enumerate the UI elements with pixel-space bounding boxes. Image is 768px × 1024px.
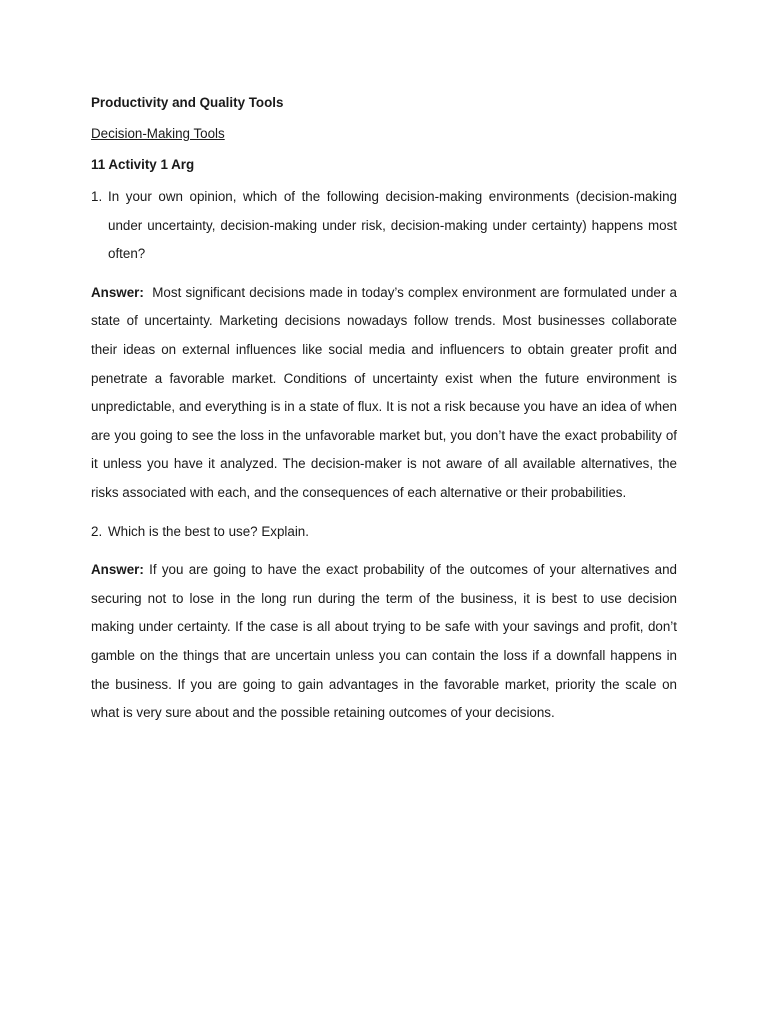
question-1-text: In your own opinion, which of the following decision-making environments (decision-making under uncertainty, decision-making under risk, decision-making under certainty) happens most often?	[108, 189, 677, 262]
answer-2	[91, 556, 677, 728]
document-subtitle: Decision-Making Tools	[91, 126, 225, 141]
question-2-number: 2.	[91, 523, 103, 539]
answer-2-label: Answer:	[91, 562, 144, 578]
question-2	[91, 518, 677, 547]
question-1-number: 1.	[91, 189, 103, 204]
question-2-text: Which is the best to use? Explain.	[108, 523, 309, 539]
document-title: Productivity and Quality Tools	[91, 95, 284, 110]
answer-1	[91, 279, 677, 508]
document-body	[91, 92, 677, 728]
activity-title: 11 Activity 1 Arg	[91, 157, 195, 172]
question-1	[91, 183, 677, 269]
answer-2-text: If you are going to have the exact probability of the outcomes of your alternatives and securing not to lose in the long run during the term of the business, it is best to use decision making under certainty. If the case is all about trying to be safe with your savings and profit, don’t gamble on the things that are uncertain unless you can contain the loss if a downfall happens in the business. If you are going to gain advantages in the favorable market, priority the scale on what is very sure about and the possible retaining outcomes of your decisions.	[91, 562, 677, 721]
answer-1-label: Answer:	[91, 284, 144, 300]
answer-1-text: Most significant decisions made in today’s complex environment are formulated under a state of uncertainty. Marketing decisions nowadays follow trends. Most businesses collaborate their ideas on external influences like social media and influencers to obtain greater profit and penetrate a favorable market. Conditions of uncertainty exist when the future environment is unpredictable, and everything is in a state of flux. It is not a risk because you have an idea of when are you going to see the loss in the unfavorable market but, you don’t have the exact probability of it unless you have it analyzed. The decision-maker is not aware of all available alternatives, the risks associated with each, and the consequences of each alternative or their probabilities.	[91, 284, 677, 500]
